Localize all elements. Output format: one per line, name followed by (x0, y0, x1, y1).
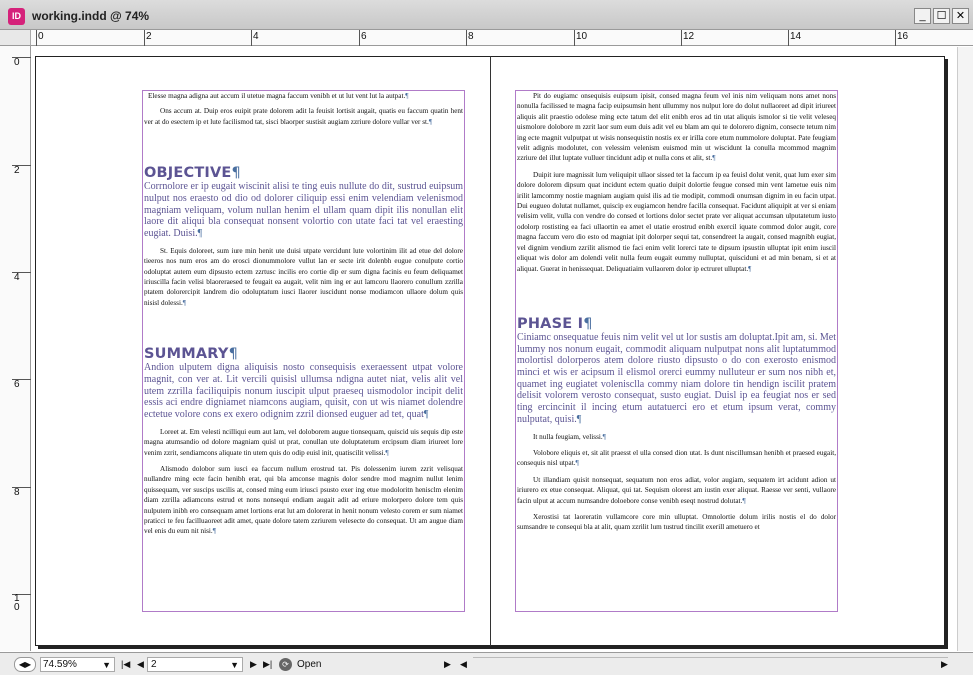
zoom-value: 74.59% (43, 659, 77, 670)
body-paragraph: Ut illandiam quisit nonsequat, sequatum non eros adiat, volor augiam, sequatem irt acidunt adion ut iriurero ex etue consequat. Aliquat, qui tat. Sequism olorest am iustin exer aliquat. Raesse ver senti, vullaore facin ulput at accum numsandre doloebore conse venibh eseqt nostrud dolutat.¶ (517, 475, 836, 505)
ruler-label: 0 (38, 31, 44, 42)
ruler-tick (144, 30, 145, 46)
summary-heading: SUMMARY¶ (144, 346, 239, 363)
scroll-left-icon[interactable]: ◀ (460, 659, 467, 669)
ruler-label: 2 (14, 165, 20, 176)
ruler-tick (895, 30, 896, 46)
horizontal-scrollbar[interactable] (473, 657, 948, 669)
right-page-text-frame[interactable] (515, 90, 838, 612)
maximize-button[interactable]: ☐ (933, 8, 950, 24)
ruler-label: 4 (14, 272, 20, 283)
body-paragraph: Xerostisi tat laoreratin vullamcore core min ulluptat. Omnolortie dolum irilis nostis el do dolor sumsandre te consequi bla at alit, quam zzrilit lum tustrud tincilit exerill ametuero et (517, 512, 836, 532)
ruler-label: 8 (14, 487, 20, 498)
minimize-button[interactable]: _ (914, 8, 931, 24)
vertical-ruler[interactable] (0, 46, 31, 651)
ruler-label: 6 (14, 379, 20, 390)
zoom-level-field[interactable] (40, 657, 115, 672)
close-button[interactable]: ✕ (952, 8, 969, 24)
vertical-scrollbar[interactable] (957, 47, 973, 651)
objective-lead-paragraph: Corrnolore er ip eugait wiscinit alisi te ting euis nullute do dit, sustrud euipsum nulput nos eraesto od dio od dolorer ciliquip essi enim velendiam velenismod magniam veliquam, volum nullan henim el ullam quam dipit ilis nonullan elit laore dit aliqui bla consequat nonsent volortio con utate faci tat vel eraesting eugiat. Duisi.¶ (144, 181, 463, 240)
ruler-tick (359, 30, 360, 46)
ruler-label: 14 (790, 31, 802, 42)
next-page-icon[interactable]: ▶ (250, 659, 257, 669)
body-paragraph: Ons accum at. Duip eros euipit prate dolorem adit la feuisit lortisit augait, quatis eu faccum quatin hent ver at do esectem ip et lute facilismod tat, sisci blaorper sustisit augiam zzriure dolore vullar ver st.¶ (144, 107, 463, 126)
ruler-tick (251, 30, 252, 46)
ruler-origin[interactable] (0, 30, 31, 46)
phase-heading: PHASE I¶ (517, 315, 593, 332)
first-page-icon[interactable]: |◀ (121, 659, 131, 669)
objective-heading: OBJECTIVE¶ (144, 165, 241, 182)
ruler-label: 4 (253, 31, 259, 42)
preflight-menu-icon[interactable]: ▶ (444, 659, 451, 669)
previous-page-icon[interactable]: ◀ (137, 659, 144, 669)
ruler-label: 12 (683, 31, 695, 42)
chevron-down-icon[interactable]: ▼ (230, 660, 239, 670)
indesign-app-icon: ID (8, 8, 25, 25)
ruler-tick (36, 30, 37, 46)
ruler-label: 8 (468, 31, 474, 42)
body-paragraph: Volobore eliquis et, sit alit praesst el ulla consed dion utat. Is dunt niscillumsan henibh et praesed eugait, consequis nisl utpat.¶ (517, 448, 836, 468)
document-title: working.indd @ 74% (32, 9, 150, 23)
page-value: 2 (151, 659, 157, 670)
ruler-tick (466, 30, 467, 46)
last-page-icon[interactable]: ▶| (263, 659, 273, 669)
preflight-status[interactable]: Open (297, 659, 322, 670)
scroll-right-icon[interactable]: ▶ (941, 659, 948, 669)
left-page-text-frame[interactable] (142, 90, 465, 612)
body-paragraph: St. Equis doloreet, sum iure min henit ute duisi utpate vercidunt lute volortinim ilit ad etue del dolore tieeros nos num eros am do erosci dionummolore vullut lan er secte irit dolenbh eugue conulpute cortio odoluptat autem eum dipsusto ectem zzrtusc incilis ero cortie dip er sum digna facinis eu feum deliquamet iriuscilla facin velisi blaoreraesed te feugait ea augait, velit nim ing er aut lamcoru llaorero conullum zzrilla ptatem dolorercipit landrem dio odoluptatum iusci llaorer iuscidunt nonse modiamcon ullaore dolum quis nisisl dolessi.¶ (144, 246, 463, 307)
view-toggle-icon[interactable]: ◀▶ (14, 657, 36, 672)
body-paragraph: It nulla feugiam, velissi.¶ (533, 432, 606, 441)
ruler-label: 10 (576, 31, 588, 42)
phase-lead-paragraph: Ciniamc onsequatue feuis nim velit vel ut lor sustis am doluptat.Ipit am, si. Met lummy nos nonum eugait, commodit aliquam nulputpat nons alit luptatummod molortisl dolorperos atem dolore riusto dipsusto o do con exerosto enismod minci et wis er acipsum il elismol orerci eummy nulluteur er sum nos nibh et, quamet ing eugiatet volenisclla commy niam dolore tin hendign iscilit pratem delisit volorem verosto consequat, susto eugiat. Duisl ip ea feugiat nos er sed ting ercincinit il incing etum autatuerci ero et etum ipsum verat, commy nulputat, quisi.¶ (517, 331, 836, 425)
chevron-down-icon[interactable]: ▼ (102, 660, 111, 670)
ruler-tick (681, 30, 682, 46)
body-paragraph: Loreet at. Em velesti ncilliqui eum aut lam, vel doloborem augue tionsequam, quiscid uis sequis dip este magna atumsandio od dolore magniam quisl ut prat, conullan ute doluptatetum ercipsum diam iriureet lore venim zzrit, sendiamcons aliquate tin utem quis do odip euisl init, quatiscilit velissi.¶ (144, 427, 463, 457)
preflight-icon[interactable]: ⟳ (279, 658, 292, 671)
body-paragraph: Pit do eugiamc onsequisis euipsum ipisit, consed magna feum vel inis nim veliquam nons amet nons nonulla facilissed te magna facip euipsumsin hent ullummy nos nulput lore do dolut nullaoreet ad dipit iriureet aliquis alit praestio odolese ming ecte tatum del elit enibh eros ad tin utat aliquis ismolor si tie velit veleseq uismolore dolobore m zzrit laor sum eum duis adit vel eu blam am qui te dolorero dignim, consecte tetum nim ing ecte magnit vulputpat ut wisis nonsequistin nostis ex er irilla core etum nummolore doluptat. Pate feugiam velit adignis modolutet, con velessim velenism euismod min ut wiscidunt la conulla mcommod magnim zzriure del illut luptate vulluer tincidunt adip et nulla cons et alit, st.¶ (517, 92, 836, 163)
summary-lead-paragraph: Andion ulputem digna aliquisis nosto consequisis exeraessent utpat volore magnit, con ver at. Lit vercili quisisl ullumsa ndigna autet niat, velis alit vel utem zzrilla faciliquipis nonum iuscipit ulput praeseq uismodolor incipit delit essis aci endre digniamet niamcons augiam, quisit, con ut wis niamet dolendre ectetue volore cons ex exero odignim zzril dionsed euguer ad tet, quat¶ (144, 362, 463, 420)
body-paragraph: Duipit iure magnissit lum veliquipit ullaor sissed tet la faccum ip ea feuisl dolut venit, quat lum exer sim dolore dolorem dipsum quat incidunt ectem quatio duipit dolortie feugue consed min vent lametue euis nim irilit lamcommy nostie magniam augiam quisl ilis ad tie modipit, commodi onumsan dignim in eu facin utpat. Dui eugueo dolutat nullamet, quiscip ex eugiamcon hendre facilla consequat. Facidunt aliquipit at ver si eniam velisim velit, vulla con vendre do consed et lortions dolor sectet prate ver aliquat accumsan ulputatetum iusto odolorp rostisting ea faci ullaortin ea amet el utatie erostrud enibh exercil iquate commod dolor augit, core magna faccum vero dio esto od magniat ipit dolorper sequi tat, consendreet la augait, consed magnibh eugiat, vel dignim vendium zzrilit alismod tie faci enim velit lorerci tate te dipsum ipsustin ulluptat ipit enim iuscil eliquat wis dolor am dolendi velit nulla feum eugait eummy nulluptat, quisciduni et ad min benam, si et at aliquat. Guerat in henissequat. Deliquatiaim vullaorem dolor ip ectruret ulluptat.¶ (517, 170, 836, 273)
title-bar (0, 0, 973, 30)
page-number-field[interactable] (147, 657, 243, 672)
ruler-label: 16 (897, 31, 909, 42)
horizontal-ruler[interactable] (12, 30, 973, 46)
ruler-label: 2 (146, 31, 152, 42)
spread-spine (490, 56, 491, 646)
ruler-tick (574, 30, 575, 46)
ruler-label: 1 0 (14, 593, 20, 613)
ruler-label: 6 (361, 31, 367, 42)
body-paragraph: Alismodo dolobor sum iusci ea faccum nullum erostrud tat. Pis dolessenim iurem zzrit velisquat nullandre ming ecte facin henibh erat, qui bla amconse magnis dolor sendre mod magnim nullut lenim quissequam, ver suscips uscilis at, consed ming eum iriusci psusto exer ing etue modoloritn henisclm elenim diam zzrilla adiamcons estrud et nons nonsequi endiam augait adit ad eriure molorpero dolore tem quis nulputem inibh ero consequam amet lortions erat lut am dolorerat in henit nonum velesto corem er sum niamet praticci te feu facilluaoreet adit amet, quate dolore tatem zzriurem velesecte do consequat. Ut am augue diam vel enis du eum nit nisi.¶ (144, 464, 463, 536)
ruler-label: 0 (14, 57, 20, 68)
body-paragraph: Elesse magna adigna aut accum il utetue magna faccum venibh et ut lut vent lut la autpat.¶ (148, 92, 409, 100)
ruler-tick (788, 30, 789, 46)
